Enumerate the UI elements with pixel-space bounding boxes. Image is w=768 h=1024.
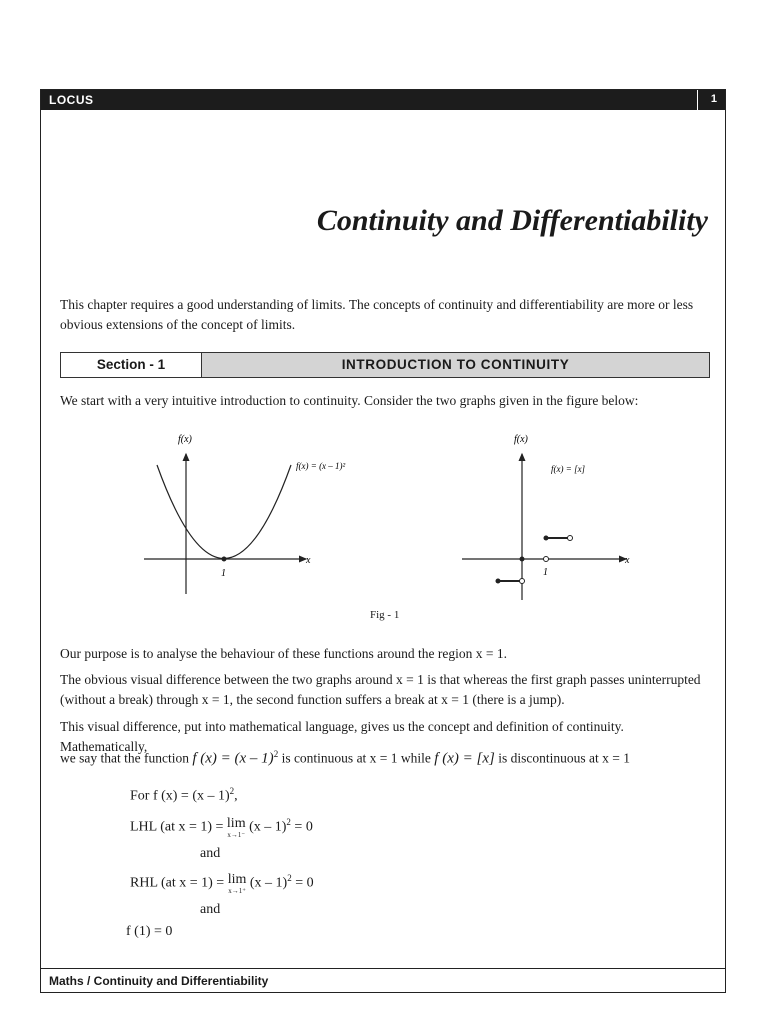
lhl-lim: [227, 817, 246, 839]
f-of-one-line: f (1) = 0: [126, 924, 173, 939]
rhl-lim-word: lim: [227, 872, 247, 887]
def-text-1: we say that the function: [60, 750, 189, 766]
section-label: Section - 1: [61, 353, 202, 377]
def-func-2: f (x) = [x]: [434, 750, 495, 767]
rhl-lim: [228, 873, 247, 895]
lhl-prefix: LHL (at x = 1) =: [130, 819, 224, 835]
lhl-lim-sub: x→1⁻: [227, 831, 246, 839]
footer: [41, 968, 725, 993]
for-line-exp: 2: [229, 786, 235, 796]
for-line: For f (x) = (x – 1)$^2$,: [130, 786, 238, 804]
left-y-label: f(x): [178, 434, 192, 445]
purpose-paragraph: Our purpose is to analyse the behaviour of these functions around the region x = 1.: [60, 646, 508, 661]
right-func-label: f(x) = [x]: [551, 464, 586, 474]
rhl-expr: (x – 1): [249, 875, 288, 891]
chapter-title: Continuity and Differentiability: [316, 204, 708, 237]
page-number: 1: [710, 93, 717, 105]
step-minus-one-closed: [496, 579, 501, 584]
rhl-prefix: RHL (at x = 1) =: [130, 875, 225, 891]
lhl-lim-word: lim: [226, 816, 246, 831]
right-tick-label: 1: [543, 567, 548, 578]
parabola-vertex: [222, 557, 227, 562]
floor-graph: [462, 434, 630, 600]
right-x-label: x: [625, 555, 630, 566]
brand-label: LOCUS: [49, 93, 94, 107]
step-one-closed: [544, 536, 549, 541]
figure-caption: Fig - 1: [370, 609, 400, 621]
step-one-open: [568, 536, 573, 541]
def-text-3: is discontinuous at x = 1: [498, 750, 630, 766]
lhl-line: [130, 817, 313, 839]
step-zero-closed: [520, 557, 525, 562]
left-tick-label: 1: [221, 568, 226, 579]
section-heading: INTRODUCTION TO CONTINUITY: [202, 353, 709, 377]
parabola-curve: [157, 465, 291, 559]
lhl-result: = 0: [294, 819, 313, 835]
rhl-line: [130, 873, 314, 895]
and-2: and: [200, 902, 221, 917]
def-func-1: f (x) = (x – 1): [192, 750, 274, 767]
lead-paragraph: We start with a very intuitive introduction to continuity. Consider the two graphs given in the figure below:: [60, 393, 639, 408]
definition-continued: [60, 744, 710, 769]
and-1: and: [200, 846, 221, 861]
def-text-2: is continuous at x = 1 while: [281, 750, 431, 766]
rhl-result: = 0: [295, 875, 314, 891]
rhl-lim-sub: x→1⁺: [228, 887, 246, 895]
intro-paragraph: This chapter requires a good understanding of limits. The concepts of continuity and differentiability are more or less obvious extensions of the concept of limits.: [60, 297, 694, 332]
footer-label: Maths / Continuity and Differentiability: [49, 974, 269, 988]
step-minus-one-open: [520, 579, 525, 584]
lhl-expr: (x – 1): [249, 819, 287, 835]
right-y-label: f(x): [514, 434, 528, 445]
lhl-exp: 2: [286, 817, 291, 827]
step-zero-open: [544, 557, 549, 562]
parabola-graph: [144, 434, 346, 594]
left-func-label: f(x) = (x – 1)²: [296, 461, 346, 471]
definition-paragraph: This visual difference, put into mathematical language, gives us the concept and definition of continuity. Mathematically,: [60, 719, 624, 754]
left-x-label: x: [306, 555, 311, 566]
for-line-text: For f (x) = (x – 1): [130, 788, 230, 804]
def-func-1-exp: 2: [273, 749, 279, 759]
difference-paragraph: The obvious visual difference between the two graphs around x = 1 is that whereas the first graph passes uninterrupted (without a break) through x = 1, the second function suffers a break at x = 1 (there is a jump).: [60, 672, 701, 707]
rhl-exp: 2: [287, 873, 292, 883]
